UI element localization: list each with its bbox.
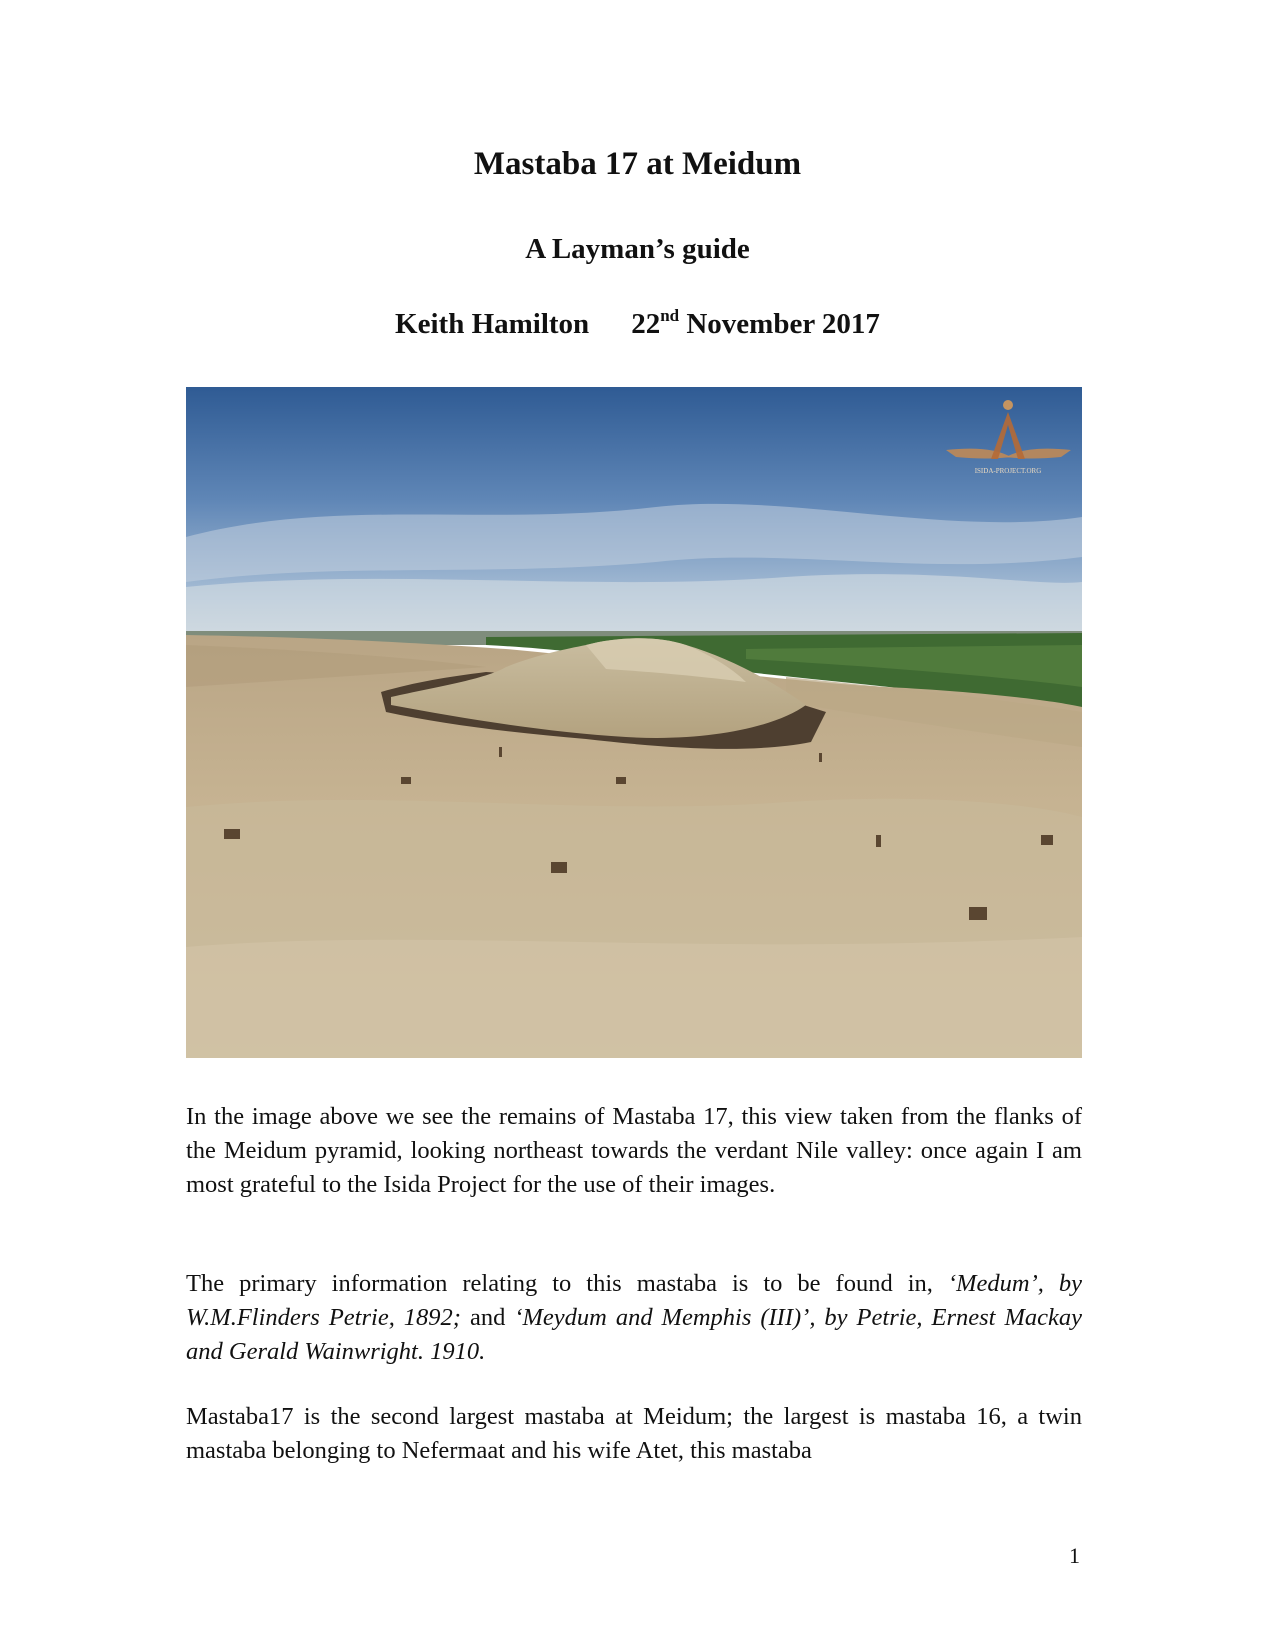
author-name: Keith Hamilton: [395, 308, 590, 340]
mastaba-photo: [186, 387, 1082, 1058]
document-subtitle: A Layman’s guide: [525, 233, 750, 265]
document-title: Mastaba 17 at Meidum: [473, 146, 802, 182]
paragraph-image-description: In the image above we see the remains of Mastaba 17, this view taken from the flanks of the Meidum pyramid, looking northeast towards the verdant Nile valley: once again I am most grateful to the Isida Project for the use of their images.: [186, 1103, 1082, 1198]
date-suffix: nd: [660, 306, 680, 325]
reference-meydum-memphis: ‘Meydum and Memphis (III)’, by Petrie, Ernest Mackay and Gerald Wainwright. 1910.: [186, 1304, 1083, 1365]
paragraph-sources: [186, 1267, 1082, 1369]
reference-medum: ‘Medum’, by W.M.Flinders Petrie, 1892;: [186, 1270, 1082, 1331]
page-number: 1: [1069, 1543, 1080, 1568]
date-month-year: November 2017: [686, 308, 880, 340]
sources-intro: The primary information relating to this mastaba is to be found in,: [186, 1270, 948, 1297]
watermark-text: ISIDA-PROJECT.ORG: [974, 467, 1042, 475]
date-day: 22: [631, 308, 661, 340]
document-byline: [0, 308, 1275, 341]
sources-and: and: [460, 1304, 515, 1331]
paragraph-mastaba-size: Mastaba17 is the second largest mastaba at Meidum; the largest is mastaba 16, a twin mastaba belonging to Nefermaat and his wife Atet, this mastaba: [186, 1403, 1082, 1464]
